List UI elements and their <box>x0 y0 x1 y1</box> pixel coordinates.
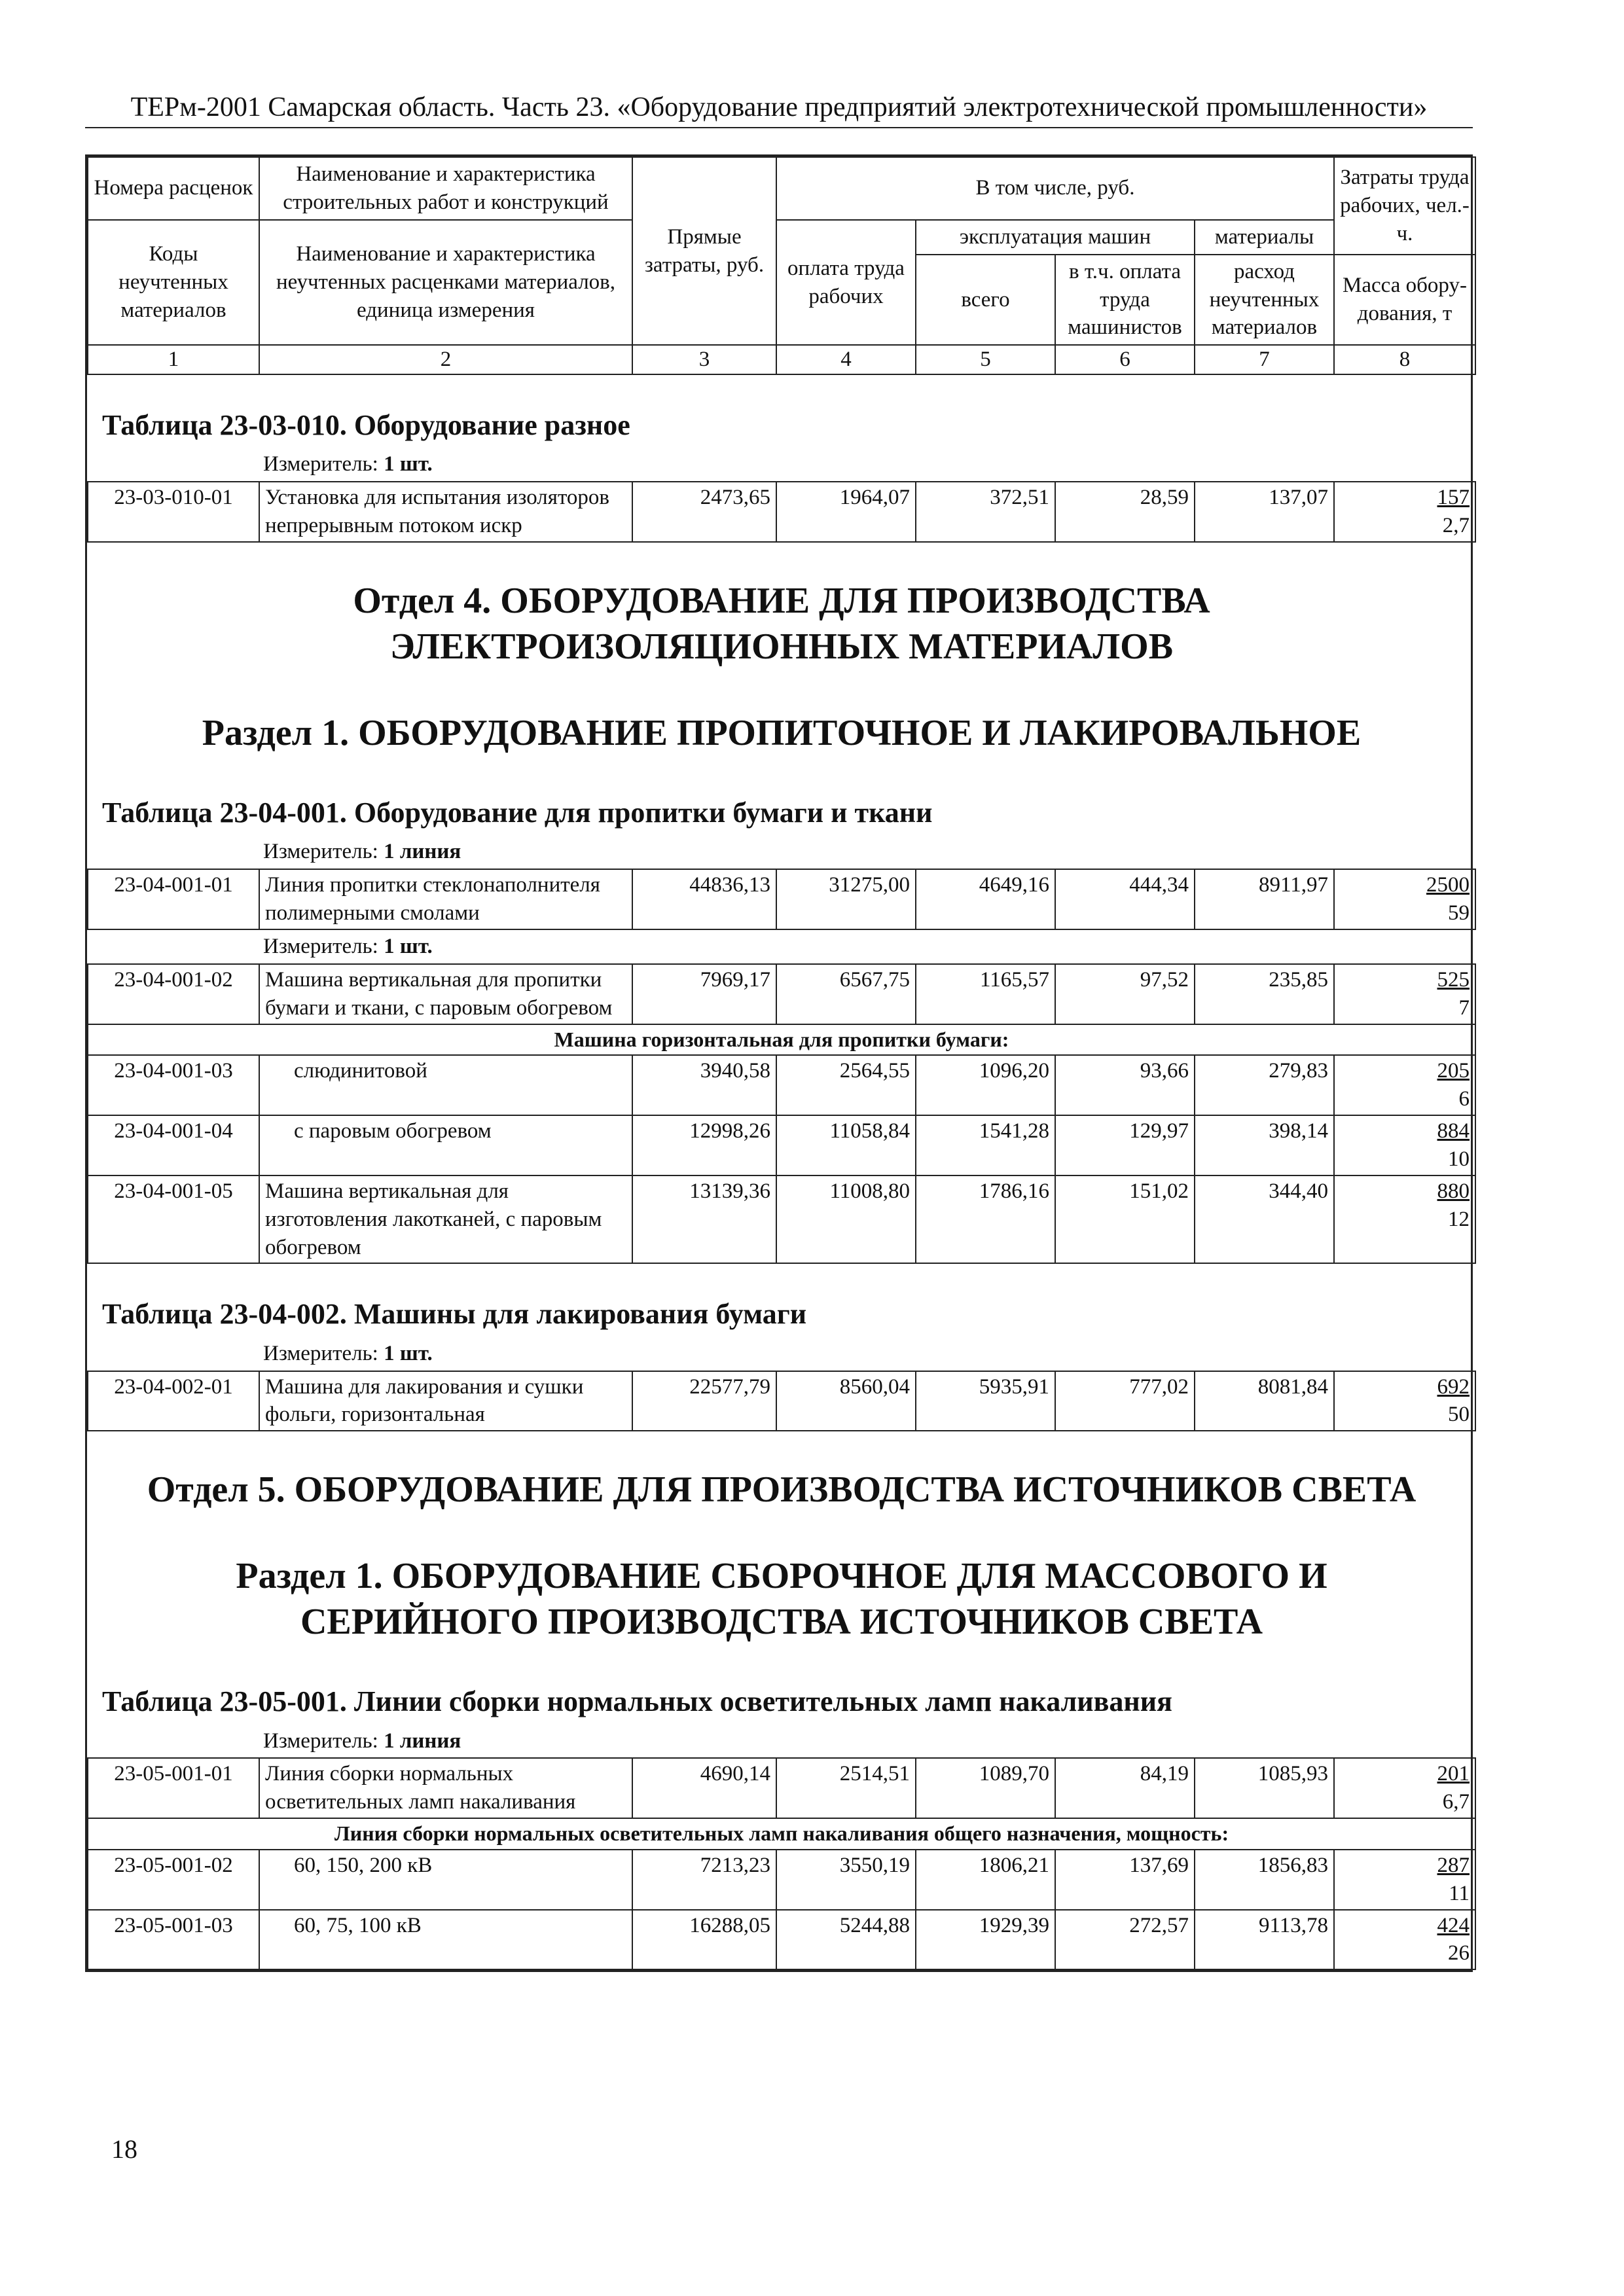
col8-top-header: Затраты труда рабочих, чел.-ч. <box>1334 157 1475 255</box>
header-row-2 <box>88 220 1475 255</box>
table-row <box>88 1850 1475 1910</box>
col3-header: Прямые затраты, руб. <box>632 157 776 345</box>
machines-header: эксплуатация машин <box>916 220 1195 255</box>
group-heading: Машина горизонтальная для пропитки бумаги: <box>88 1024 1475 1056</box>
labor-mass-cell <box>1334 1850 1475 1910</box>
machine-costs: 4649,16 <box>916 869 1055 929</box>
labor-costs: 525 <box>1437 967 1470 992</box>
table-title: Таблица 23-04-002. Машины для лакирования бумаги <box>102 1298 807 1331</box>
machinist-wages: 84,19 <box>1055 1758 1195 1818</box>
machine-costs: 1806,21 <box>916 1850 1055 1910</box>
measure-value: 1 шт. <box>384 1341 433 1365</box>
labor-mass-cell <box>1334 869 1475 929</box>
material-costs: 344,40 <box>1195 1175 1334 1264</box>
material-costs: 8081,84 <box>1195 1371 1334 1431</box>
col6-header: в т.ч. оплата труда машинистов <box>1055 255 1195 346</box>
equipment-mass: 6,7 <box>1442 1790 1470 1814</box>
equipment-mass: 50 <box>1448 1403 1470 1427</box>
machinist-wages: 93,66 <box>1055 1055 1195 1115</box>
table-row <box>88 1910 1475 1970</box>
material-costs: 235,85 <box>1195 964 1334 1024</box>
direct-costs: 4690,14 <box>632 1758 776 1818</box>
labor-costs: 880 <box>1437 1179 1470 1203</box>
column-numbers-row <box>88 345 1475 374</box>
measure-unit <box>88 929 1475 964</box>
measure-unit <box>88 835 1475 869</box>
subsection-heading <box>88 1516 1475 1651</box>
rate-code: 23-04-001-03 <box>88 1055 259 1115</box>
table-title: Таблица 23-04-001. Оборудование для пропитки бумаги и ткани <box>102 797 933 829</box>
table-row <box>88 1115 1475 1175</box>
materials-header: материалы <box>1195 220 1334 255</box>
direct-costs: 7213,23 <box>632 1850 776 1910</box>
material-costs: 8911,97 <box>1195 869 1334 929</box>
col2-bottom-header: Наименование и характеристика неучтенных расценками материалов, единица измерения <box>259 220 632 346</box>
measure-value: 1 шт. <box>384 934 433 958</box>
machinist-wages: 777,02 <box>1055 1371 1195 1431</box>
header-row-1 <box>88 157 1475 220</box>
labor-mass-cell <box>1334 1115 1475 1175</box>
rate-name: Установка для испытания изоляторов непрерывным потоком искр <box>259 482 632 542</box>
table-title: Таблица 23-05-001. Линии сборки нормальных осветительных ламп накаливания <box>102 1685 1172 1718</box>
direct-costs: 13139,36 <box>632 1175 776 1264</box>
machine-costs: 372,51 <box>916 482 1055 542</box>
wages: 1964,07 <box>776 482 916 542</box>
rate-code: 23-04-001-01 <box>88 869 259 929</box>
table-row <box>88 482 1475 542</box>
measure-label: Измеритель: <box>263 840 378 864</box>
material-costs: 9113,78 <box>1195 1910 1334 1970</box>
machinist-wages: 137,69 <box>1055 1850 1195 1910</box>
col2-top-header: Наименование и характеристика строительных работ и конструкций <box>259 157 632 220</box>
measure-value: 1 шт. <box>384 452 433 476</box>
labor-mass-cell <box>1334 1175 1475 1264</box>
material-costs: 1856,83 <box>1195 1850 1334 1910</box>
column-number: 7 <box>1195 345 1334 374</box>
machinist-wages: 97,52 <box>1055 964 1195 1024</box>
machine-costs: 1096,20 <box>916 1055 1055 1115</box>
direct-costs: 44836,13 <box>632 869 776 929</box>
page-number: 18 <box>111 2134 137 2164</box>
rate-name: с паровым обогревом <box>259 1115 632 1175</box>
equipment-mass: 6 <box>1458 1087 1470 1111</box>
machinist-wages: 28,59 <box>1055 482 1195 542</box>
machine-costs: 1541,28 <box>916 1115 1055 1175</box>
machinist-wages: 129,97 <box>1055 1115 1195 1175</box>
rate-code: 23-03-010-01 <box>88 482 259 542</box>
measure-label: Измеритель: <box>263 1729 378 1753</box>
col5-header: всего <box>916 255 1055 346</box>
rate-name: Линия сборки нормальных осветительных ламп накаливания <box>259 1758 632 1818</box>
col4-header: оплата труда рабочих <box>776 220 916 346</box>
labor-mass-cell <box>1334 1371 1475 1431</box>
table-row <box>88 1055 1475 1115</box>
labor-costs: 884 <box>1437 1119 1470 1143</box>
col8-bottom-header: Масса обору-дования, т <box>1334 255 1475 346</box>
machine-costs: 1786,16 <box>916 1175 1055 1264</box>
rate-code: 23-05-001-01 <box>88 1758 259 1818</box>
wages: 5244,88 <box>776 1910 916 1970</box>
machine-costs: 5935,91 <box>916 1371 1055 1431</box>
table-row <box>88 1371 1475 1431</box>
direct-costs: 2473,65 <box>632 482 776 542</box>
rate-name: Линия пропитки стеклонаполнителя полимерными смолами <box>259 869 632 929</box>
labor-costs: 201 <box>1437 1762 1470 1786</box>
table-row <box>88 964 1475 1024</box>
rate-code: 23-04-001-05 <box>88 1175 259 1264</box>
column-number: 8 <box>1334 345 1475 374</box>
table-row <box>88 1758 1475 1818</box>
section-heading <box>88 542 1475 673</box>
table-row <box>88 869 1475 929</box>
table-row <box>88 1175 1475 1264</box>
rate-name: Машина для лакирования и сушки фольги, горизонтальная <box>259 1371 632 1431</box>
equipment-mass: 26 <box>1448 1941 1470 1965</box>
direct-costs: 3940,58 <box>632 1055 776 1115</box>
labor-mass-cell <box>1334 1758 1475 1818</box>
rate-code: 23-04-001-04 <box>88 1115 259 1175</box>
column-number: 5 <box>916 345 1055 374</box>
machinist-wages: 444,34 <box>1055 869 1195 929</box>
machinist-wages: 151,02 <box>1055 1175 1195 1264</box>
heading-line: Отдел 4. ОБОРУДОВАНИЕ ДЛЯ ПРОИЗВОДСТВА <box>353 581 1210 622</box>
equipment-mass: 59 <box>1448 901 1470 925</box>
table-title: Таблица 23-03-010. Оборудование разное <box>102 409 630 442</box>
rate-code: 23-04-001-02 <box>88 964 259 1024</box>
material-costs: 137,07 <box>1195 482 1334 542</box>
rates-grid <box>87 156 1476 1970</box>
equipment-mass: 11 <box>1449 1881 1470 1905</box>
col7-header: расход неучтенных материалов <box>1195 255 1334 346</box>
measure-value: 1 линия <box>384 840 461 864</box>
heading-line: Раздел 1. ОБОРУДОВАНИЕ ПРОПИТОЧНОЕ И ЛАКИРОВАЛЬНОЕ <box>202 713 1362 754</box>
heading-line: СЕРИЙНОГО ПРОИЗВОДСТВА ИСТОЧНИКОВ СВЕТА <box>300 1602 1263 1643</box>
machine-costs: 1089,70 <box>916 1758 1055 1818</box>
equipment-mass: 12 <box>1448 1207 1470 1231</box>
rate-name: 60, 75, 100 кВ <box>259 1910 632 1970</box>
column-number: 1 <box>88 345 259 374</box>
labor-costs: 287 <box>1437 1853 1470 1877</box>
heading-line: Отдел 5. ОБОРУДОВАНИЕ ДЛЯ ПРОИЗВОДСТВА ИСТОЧНИКОВ СВЕТА <box>147 1469 1416 1511</box>
wages: 31275,00 <box>776 869 916 929</box>
rate-code: 23-05-001-02 <box>88 1850 259 1910</box>
measure-label: Измеритель: <box>263 934 378 958</box>
measure-label: Измеритель: <box>263 1341 378 1365</box>
equipment-mass: 2,7 <box>1442 514 1470 538</box>
rate-name: слюдинитовой <box>259 1055 632 1115</box>
wages: 11008,80 <box>776 1175 916 1264</box>
wages: 6567,75 <box>776 964 916 1024</box>
material-costs: 279,83 <box>1195 1055 1334 1115</box>
group-heading: Линия сборки нормальных осветительных ламп накаливания общего назначения, мощность: <box>88 1818 1475 1850</box>
heading-line: Раздел 1. ОБОРУДОВАНИЕ СБОРОЧНОЕ ДЛЯ МАССОВОГО И <box>236 1556 1327 1597</box>
material-costs: 398,14 <box>1195 1115 1334 1175</box>
labor-costs: 157 <box>1437 486 1470 510</box>
rate-code: 23-05-001-03 <box>88 1910 259 1970</box>
rates-table <box>85 154 1473 1972</box>
rate-code: 23-04-002-01 <box>88 1371 259 1431</box>
wages: 2514,51 <box>776 1758 916 1818</box>
column-number: 6 <box>1055 345 1195 374</box>
labor-mass-cell <box>1334 964 1475 1024</box>
measure-unit <box>88 1725 1475 1759</box>
measure-label: Измеритель: <box>263 452 378 476</box>
column-number: 3 <box>632 345 776 374</box>
col1-top-header: Номера расценок <box>88 157 259 220</box>
labor-mass-cell <box>1334 482 1475 542</box>
equipment-mass: 10 <box>1448 1147 1470 1171</box>
subsection-heading <box>88 673 1475 762</box>
measure-value: 1 линия <box>384 1729 461 1753</box>
equipment-mass: 7 <box>1458 996 1470 1020</box>
labor-mass-cell <box>1334 1055 1475 1115</box>
machine-costs: 1929,39 <box>916 1910 1055 1970</box>
labor-costs: 424 <box>1437 1913 1470 1937</box>
machine-costs: 1165,57 <box>916 964 1055 1024</box>
including-header: В том числе, руб. <box>776 157 1334 220</box>
rates-body <box>88 374 1475 1969</box>
labor-mass-cell <box>1334 1910 1475 1970</box>
direct-costs: 7969,17 <box>632 964 776 1024</box>
direct-costs: 16288,05 <box>632 1910 776 1970</box>
wages: 11058,84 <box>776 1115 916 1175</box>
direct-costs: 22577,79 <box>632 1371 776 1431</box>
wages: 8560,04 <box>776 1371 916 1431</box>
section-heading <box>88 1431 1475 1516</box>
column-number: 4 <box>776 345 916 374</box>
labor-costs: 692 <box>1437 1374 1470 1399</box>
wages: 3550,19 <box>776 1850 916 1910</box>
rate-name: 60, 150, 200 кВ <box>259 1850 632 1910</box>
labor-costs: 205 <box>1437 1059 1470 1083</box>
rate-name: Машина вертикальная для пропитки бумаги и ткани, с паровым обогревом <box>259 964 632 1024</box>
col1-bottom-header: Коды неучтенных материалов <box>88 220 259 346</box>
measure-unit <box>88 448 1475 482</box>
labor-costs: 2500 <box>1426 873 1470 897</box>
machinist-wages: 272,57 <box>1055 1910 1195 1970</box>
rate-name: Машина вертикальная для изготовления лакотканей, с паровым обогревом <box>259 1175 632 1264</box>
direct-costs: 12998,26 <box>632 1115 776 1175</box>
column-number: 2 <box>259 345 632 374</box>
heading-line: ЭЛЕКТРОИЗОЛЯЦИОННЫХ МАТЕРИАЛОВ <box>389 626 1174 668</box>
page-header: ТЕРм-2001 Самарская область. Часть 23. «Оборудование предприятий электротехнической промышленности» <box>85 92 1473 128</box>
measure-unit <box>88 1337 1475 1371</box>
wages: 2564,55 <box>776 1055 916 1115</box>
material-costs: 1085,93 <box>1195 1758 1334 1818</box>
